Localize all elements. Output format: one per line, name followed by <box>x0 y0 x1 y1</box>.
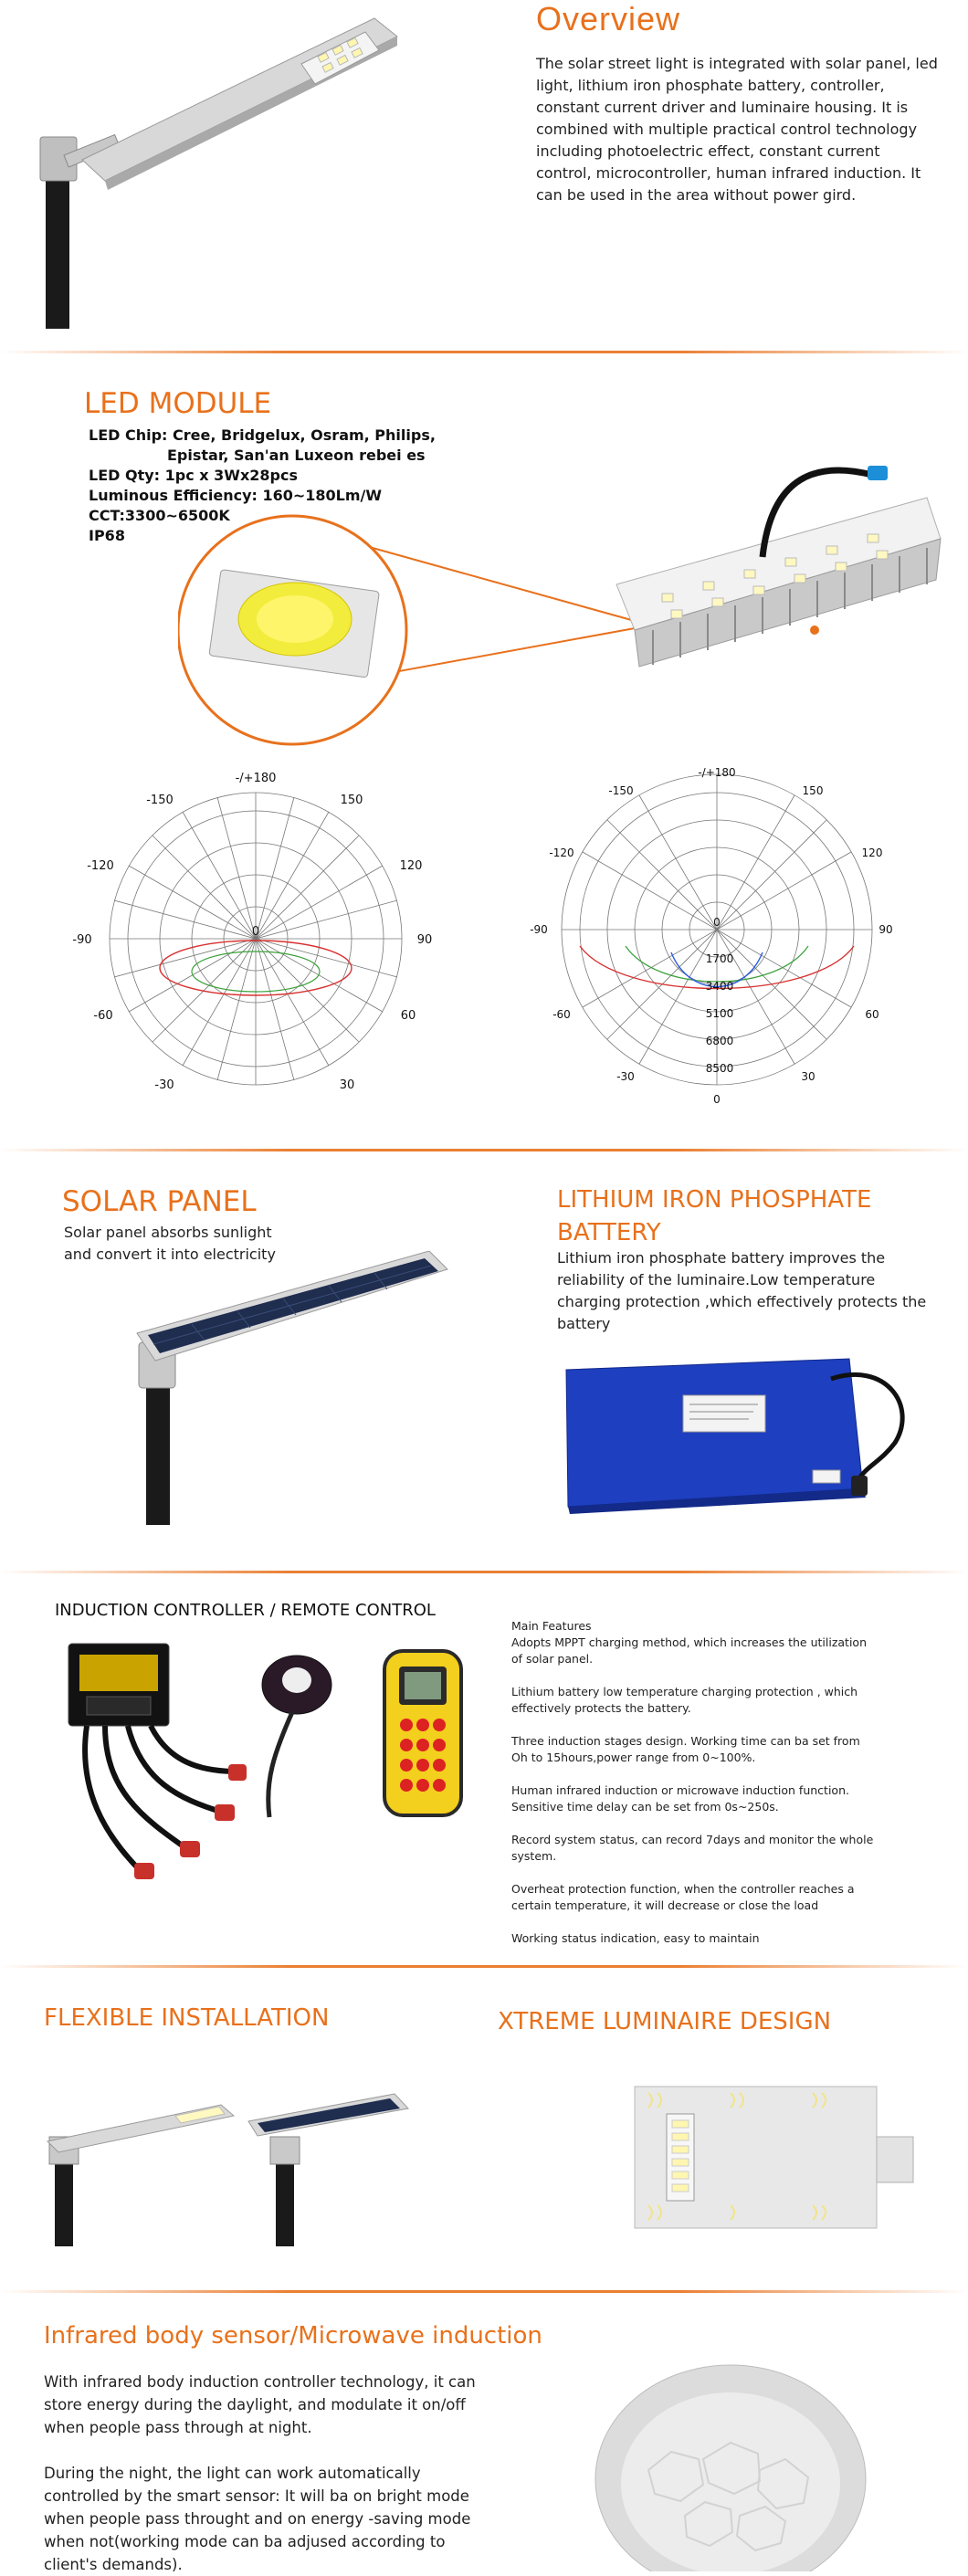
polar-right-label: 60 <box>865 1008 879 1021</box>
polar-right-radial: 1700 <box>705 952 734 965</box>
led-module-illustration <box>178 457 963 767</box>
polar-left-label: 30 <box>339 1078 355 1092</box>
sensor-para-1: With infrared body induction controller technology, it can store energy during the daylight, and modulate it on/off when people pass through at night. <box>44 2373 476 2436</box>
overview-product-image <box>27 0 411 329</box>
solar-panel-title: SOLAR PANEL <box>62 1185 257 1218</box>
feature-item: Lithium battery low temperature charging protection , which effectively protects the battery. <box>511 1685 858 1715</box>
polar-left-label: 60 <box>400 1009 416 1023</box>
luminaire-design-image <box>630 2082 918 2233</box>
polar-right-label: -30 <box>616 1070 635 1083</box>
feature-item: Human infrared induction or microwave induction function. Sensitive time delay can be set from 0s~250s. <box>511 1783 849 1814</box>
polar-right-label: -150 <box>608 784 634 797</box>
feature-item: Three induction stages design. Working time can ba set from Oh to 15hours,power range from 0~100%. <box>511 1734 860 1764</box>
polar-left-label: -120 <box>87 859 114 873</box>
polar-right-label: 30 <box>801 1070 815 1083</box>
overview-title: Overview <box>536 0 681 37</box>
polar-right-radial: 6800 <box>705 1035 734 1047</box>
polar-left-label: -/+180 <box>235 772 277 785</box>
section-divider <box>0 2290 968 2293</box>
feature-item: Working status indication, easy to maintain <box>511 1931 760 1945</box>
polar-left-label: 90 <box>416 933 433 947</box>
polar-right-label: 120 <box>861 846 883 859</box>
polar-left-label: 120 <box>399 859 423 873</box>
polar-right-label: 0 <box>713 1093 721 1106</box>
solar-panel-body: Solar panel absorbs sunlight and convert it into electricity <box>64 1224 276 1263</box>
feature-item: Adopts MPPT charging method, which increases the utilization of solar panel. <box>511 1635 867 1666</box>
battery-title: LITHIUM IRON PHOSPHATE BATTERY <box>557 1186 872 1246</box>
polar-right-center: 0 <box>713 916 721 929</box>
led-spec-line: LED Chip: Cree, Bridgelux, Osram, Philips, <box>89 426 436 444</box>
section-divider <box>0 1571 968 1573</box>
polar-right-radial: 3400 <box>705 980 734 993</box>
polar-chart-right <box>511 765 922 1112</box>
controller-image <box>50 1635 251 1908</box>
led-spec-line: CCT:3300~6500K <box>89 507 230 524</box>
polar-left-center: 0 <box>251 925 260 939</box>
controller-features <box>511 1618 877 1947</box>
polar-right-label: 150 <box>802 784 824 797</box>
installation-title: FLEXIBLE INSTALLATION <box>44 2004 330 2032</box>
polar-right-label: -/+180 <box>698 766 736 779</box>
polar-left-label: 150 <box>340 794 363 807</box>
section-divider <box>0 1965 968 1968</box>
features-title: Main Features <box>511 1619 592 1633</box>
polar-right-label: 90 <box>879 923 893 936</box>
polar-left-label: -90 <box>72 933 92 947</box>
feature-item: Overheat protection function, when the controller reaches a certain temperature, it will decrease or close the load <box>511 1882 855 1912</box>
section-divider <box>0 351 968 353</box>
installation-image <box>38 2087 422 2246</box>
led-module-title: LED MODULE <box>84 387 272 420</box>
battery-body: Lithium iron phosphate battery improves the reliability of the luminaire.Low temperature charging protection ,which effectively protects the battery <box>557 1249 927 1332</box>
remote-control-image <box>377 1646 468 1820</box>
sensor-title: Infrared body sensor/Microwave induction <box>44 2322 542 2350</box>
led-spec-line: IP68 <box>89 527 125 544</box>
battery-image <box>557 1351 922 1516</box>
luminaire-title: XTREME LUMINAIRE DESIGN <box>498 2008 832 2035</box>
polar-right-label: -120 <box>549 846 574 859</box>
polar-right-label: -60 <box>552 1008 571 1021</box>
led-spec-line: Luminous Efficiency: 160~180Lm/W <box>89 487 383 504</box>
solar-panel-image <box>119 1251 466 1525</box>
controller-title: INDUCTION CONTROLLER / REMOTE CONTROL <box>55 1601 436 1620</box>
sensor-para-2: During the night, the light can work automatically controlled by the smart sensor: It will ba on bright mode when people pass throught and on energy -saving mode when not(working mode can ba adjused according to client's demands). <box>44 2465 471 2573</box>
sensor-device-image <box>247 1644 347 1826</box>
polar-right-radial: 8500 <box>705 1062 734 1075</box>
overview-body: The solar street light is integrated with solar panel, led light, lithium iron phosphate battery, controller, constant current driver and luminaire housing. It is combined with multiple practical control technology including photoelectric effect, constant current control, microcontroller, human infrared induction. It can be used in the area without power gird. <box>536 55 938 204</box>
led-spec-line: LED Qty: 1pc x 3Wx28pcs <box>89 467 298 484</box>
led-spec-line: Epistar, San'an Luxeon rebei es <box>167 447 426 464</box>
polar-left-label: -30 <box>154 1078 174 1092</box>
polar-chart-left <box>50 765 461 1112</box>
polar-right-radial: 5100 <box>705 1007 734 1020</box>
sensor-dome-image <box>594 2333 868 2571</box>
polar-right-label: -90 <box>530 923 548 936</box>
polar-left-label: -60 <box>93 1009 113 1023</box>
section-divider <box>0 1149 968 1151</box>
polar-left-label: -150 <box>146 794 174 807</box>
feature-item: Record system status, can record 7days and monitor the whole system. <box>511 1833 874 1863</box>
